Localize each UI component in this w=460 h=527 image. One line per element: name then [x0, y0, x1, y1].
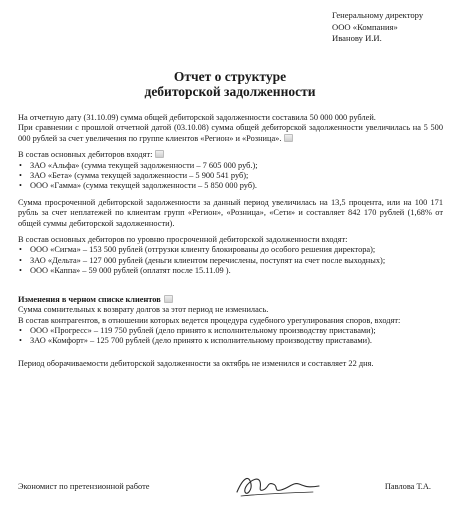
blacklist-paragraph: Сумма сомнительных к возврату долгов за этот период не изменилась. [18, 305, 269, 315]
list-item: • ЗАО «Дельта» – 127 000 рублей (деньги клиентом перечислены, поступят на счет после выходных); [18, 256, 443, 266]
list-item: • ООО «Сигма» – 153 500 рублей (отгрузки клиенту блокированы до особого решения директора); [18, 245, 443, 255]
addressee-line: ООО «Компания» [332, 21, 398, 32]
main-debtors-heading-text: В состав основных дебиторов входят: [18, 150, 153, 160]
blacklist-heading [18, 295, 443, 305]
note-icon[interactable] [164, 295, 173, 303]
overdue-paragraph: Сумма просроченной дебиторской задолженности за данный период увеличилась на 13,5 процента, или на 100 171 рубль за счет неплатежей по клиентам групп «Регион», «Розница», «Сети» и составляет 842 170 рублей (1,68% от общей суммы дебиторской задолженности). [18, 197, 443, 228]
litigation-list [18, 326, 443, 347]
addressee-block [332, 10, 423, 45]
note-icon[interactable] [284, 134, 293, 142]
document-title [0, 70, 460, 99]
overdue-debtors-list [18, 245, 443, 276]
report-body [18, 113, 443, 369]
signer-role: Экономист по претензионной работе [18, 482, 150, 491]
litigation-paragraph: В состав контрагентов, в отношении которых ведется процедура судебного урегулирования споров, входят: [18, 315, 401, 325]
list-item: • ООО «Прогресс» – 119 750 рублей (дело принято к исполнительному производству приставами); [18, 326, 443, 336]
list-item: • ЗАО «Бета» (сумма текущей задолженности – 5 900 541 руб); [18, 171, 443, 181]
title-line: Отчет о структуре [173, 69, 287, 84]
main-debtors-list [18, 161, 443, 192]
addressee-line: Генеральному директору [332, 10, 424, 20]
list-item: • ООО «Гамма» (сумма текущей задолженности – 5 850 000 руб). [18, 181, 443, 191]
list-item: • ЗАО «Комфорт» – 125 700 рублей (дело принято к исполнительному производству приставами). [18, 336, 443, 346]
overdue-debtors-heading: В состав основных дебиторов по уровню просроченной дебиторской задолженности входят: [18, 235, 348, 245]
signer-name: Павлова Т.А. [384, 482, 431, 491]
comparison-paragraph [18, 123, 443, 144]
turnover-paragraph: Период оборачиваемости дебиторской задолженности за октябрь не изменился и составляет 22 дня. [18, 358, 374, 368]
comparison-text: При сравнении с прошлой отчетной датой (03.10.08) сумма общей дебиторской задолженности увеличилась на 5 500 000 рублей за счет увеличения по группе клиентов «Регион» и «Розница». [18, 123, 443, 143]
blacklist-heading-text: Изменения в черном списке клиентов [18, 294, 161, 304]
handwritten-signature [233, 470, 323, 502]
note-icon[interactable] [155, 150, 164, 158]
list-item: • ЗАО «Альфа» (сумма текущей задолженности – 7 605 000 руб.); [18, 161, 443, 171]
title-line: дебиторской задолженности [144, 83, 316, 99]
addressee-line: Иванову И.И. [332, 33, 382, 44]
signature-row [18, 476, 443, 506]
main-debtors-heading [18, 150, 443, 160]
list-item: • ООО «Каппа» – 59 000 рублей (оплатят после 15.11.09 ). [18, 266, 443, 276]
intro-paragraph: На отчетную дату (31.10.09) сумма общей дебиторской задолженности составила 50 000 000 рублей. [18, 113, 376, 122]
